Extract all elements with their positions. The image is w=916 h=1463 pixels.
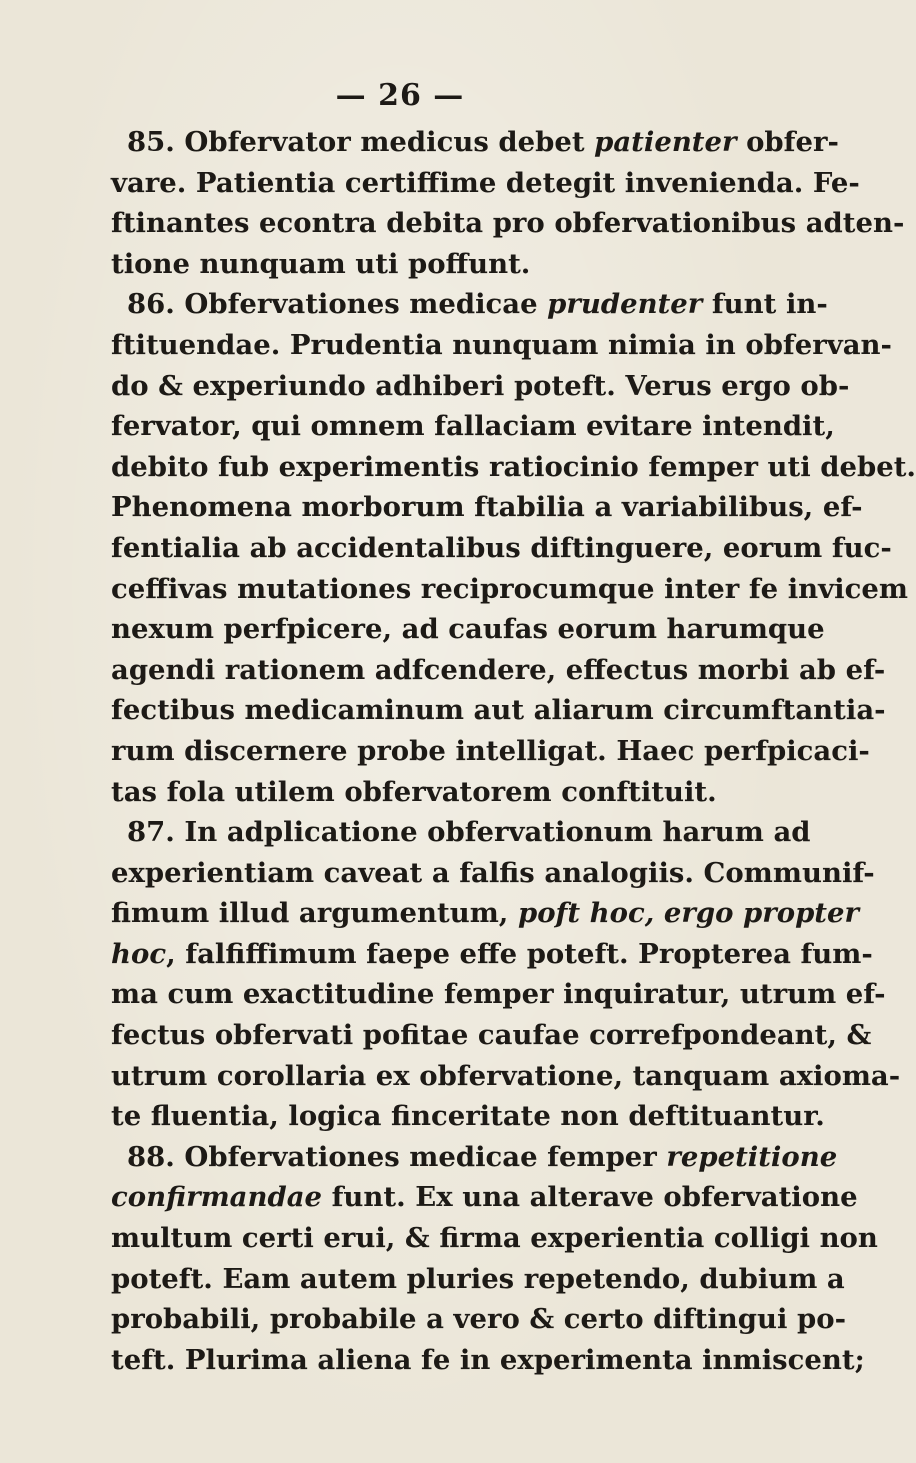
text-run: probabili, probabile a vero & certo diftingui po- [111,1303,847,1336]
text-line [111,893,859,934]
text-run: , falfiffimum faepe effe poteft. Propterea fum- [166,937,873,970]
text-run: ceffivas mutationes reciprocumque inter fe invicem [111,572,908,605]
text-run: agendi rationem adfcendere, effectus morbi ab ef- [111,653,886,686]
text-line [111,203,905,244]
text-run: ftinantes econtra debita pro obfervationibus adten- [111,207,905,240]
text-run: experientiam caveat a falfis analogiis. Communif- [111,856,875,889]
text-line [111,569,908,610]
text-line [111,487,863,528]
text-run: 88. Obfervationes medicae femper [127,1140,667,1173]
text-line [111,731,870,772]
text-line [111,325,892,366]
text-run: multum certi erui, & firma experientia colligi non [111,1222,878,1255]
text-line [111,812,811,853]
text-run: fectus obfervati pofitae caufae correfpondeant, & [111,1019,872,1052]
text-line [111,690,886,731]
text-line [111,934,873,975]
text-line [111,122,839,163]
paragraph [111,122,905,284]
italic-text: confirmandae [111,1181,323,1214]
text-line [111,1137,838,1178]
text-run: ftituendae. Prudentia nunquam nimia in obfervan- [111,328,892,361]
text-run: 87. In adplicatione obfervationum harum ad [127,816,811,849]
text-line [111,244,733,285]
italic-text: hoc [111,937,167,970]
italic-text: repetitione [666,1140,838,1173]
text-line [111,1299,847,1340]
paragraph [111,812,901,1137]
text-line [111,1259,845,1300]
text-run: utrum corollaria ex obfervatione, tanquam axioma- [111,1059,901,1092]
text-run: teft. Plurima aliena fe in experimenta inmiscent; [111,1343,865,1376]
text-line [111,1218,878,1259]
page-header: — 26 — [335,78,465,113]
text-run: fervator, qui omnem fallaciam evitare intendit, [111,410,835,443]
text-line [111,1096,825,1137]
page-body-text [111,122,916,1380]
text-run: te fluentia, logica finceritate non deftituantur. [111,1100,825,1133]
text-line [111,772,733,813]
text-run: do & experiundo adhiberi poteft. Verus ergo ob- [111,369,850,402]
text-line [111,366,850,407]
text-line [111,1340,865,1381]
text-line [111,1177,858,1218]
text-line [111,853,875,894]
paragraph [111,1137,878,1381]
text-run: rum discernere probe intelligat. Haec perfpicaci- [111,734,870,767]
text-line [111,163,860,204]
text-line [111,974,886,1015]
text-line [111,447,916,488]
text-run: Phenomena morborum ftabilia a variabilibus, ef- [111,491,863,524]
text-run: funt in- [702,288,828,321]
text-run: tione nunquam uti poffunt. [111,247,531,280]
text-run: 86. Obfervationes medicae [127,288,548,321]
text-line [111,1015,872,1056]
text-run: fectibus medicaminum aut aliarum circumftantia- [111,694,886,727]
text-line [111,284,828,325]
text-run: ma cum exactitudine femper inquiratur, utrum ef- [111,978,886,1011]
text-line [111,609,825,650]
text-run: funt. Ex una alterave obfervatione [322,1181,858,1214]
text-run: fimum illud argumentum, [111,897,518,930]
text-run: obfer- [736,126,839,158]
text-line [111,650,886,691]
italic-text: patienter [594,126,737,158]
text-line [111,406,835,447]
text-run: 85. Obfervator medicus debet [127,126,595,158]
italic-text: poft hoc, ergo propter [517,897,859,930]
text-run: vare. Patientia certiffime detegit invenienda. Fe- [111,166,860,199]
text-run: debito fub experimentis ratiocinio femper uti debet. [111,450,916,483]
text-run: fentialia ab accidentalibus diftinguere, eorum fuc- [111,531,892,564]
italic-text: prudenter [547,288,703,321]
text-run: tas fola utilem obfervatorem conftituit. [111,775,717,808]
text-run: nexum perfpicere, ad caufas eorum harumque [111,613,825,646]
text-run: poteft. Eam autem pluries repetendo, dubium a [111,1262,845,1295]
paragraph [111,284,916,812]
text-line [111,528,892,569]
text-line [111,1056,901,1097]
